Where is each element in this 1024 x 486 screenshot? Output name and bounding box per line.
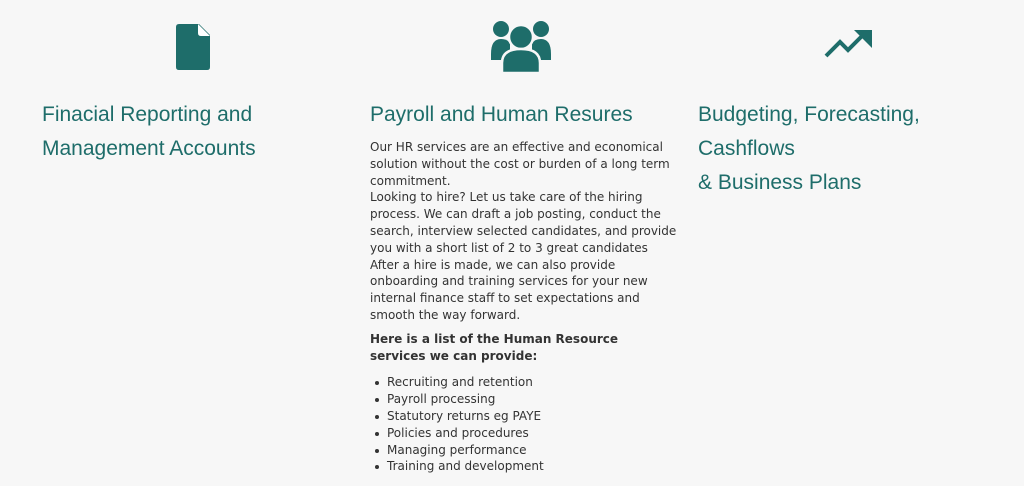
list-item: Statutory returns eg PAYE bbox=[387, 408, 680, 425]
list-item: Training and development bbox=[387, 458, 680, 475]
service-title bbox=[698, 98, 1016, 200]
document-icon bbox=[175, 18, 211, 74]
service-title-line-2: & Business Plans bbox=[698, 171, 862, 194]
hr-services-list bbox=[370, 374, 680, 475]
service-description bbox=[370, 139, 680, 475]
service-title-line-2: Management Accounts bbox=[42, 137, 256, 160]
trending-up-icon bbox=[824, 18, 874, 74]
list-item: Managing performance bbox=[387, 442, 680, 459]
list-item: Payroll processing bbox=[387, 391, 680, 408]
list-item: Policies and procedures bbox=[387, 425, 680, 442]
service-title-line-1: Finacial Reporting and bbox=[42, 103, 253, 126]
paragraph-hiring: Looking to hire? Let us take care of the hiring process. We can draft a job posting, conduct the search, interview selected candidates, and provide you with a short list of 2 to 3 great candidates bbox=[370, 190, 677, 255]
service-title bbox=[42, 98, 362, 166]
service-title-line-1: Budgeting, Forecasting, Cashflows bbox=[698, 103, 920, 160]
list-item: Recruiting and retention bbox=[387, 374, 680, 391]
paragraph-onboarding: After a hire is made, we can also provide onboarding and training services for your new internal finance staff to set expectations and smooth the way forward. bbox=[370, 257, 648, 322]
people-group-icon bbox=[490, 18, 552, 74]
list-intro: Here is a list of the Human Resource services we can provide: bbox=[370, 331, 619, 363]
paragraph-intro: Our HR services are an effective and economical solution without the cost or burden of a long term commitment. bbox=[370, 140, 670, 188]
service-title: Payroll and Human Resures bbox=[370, 103, 633, 126]
